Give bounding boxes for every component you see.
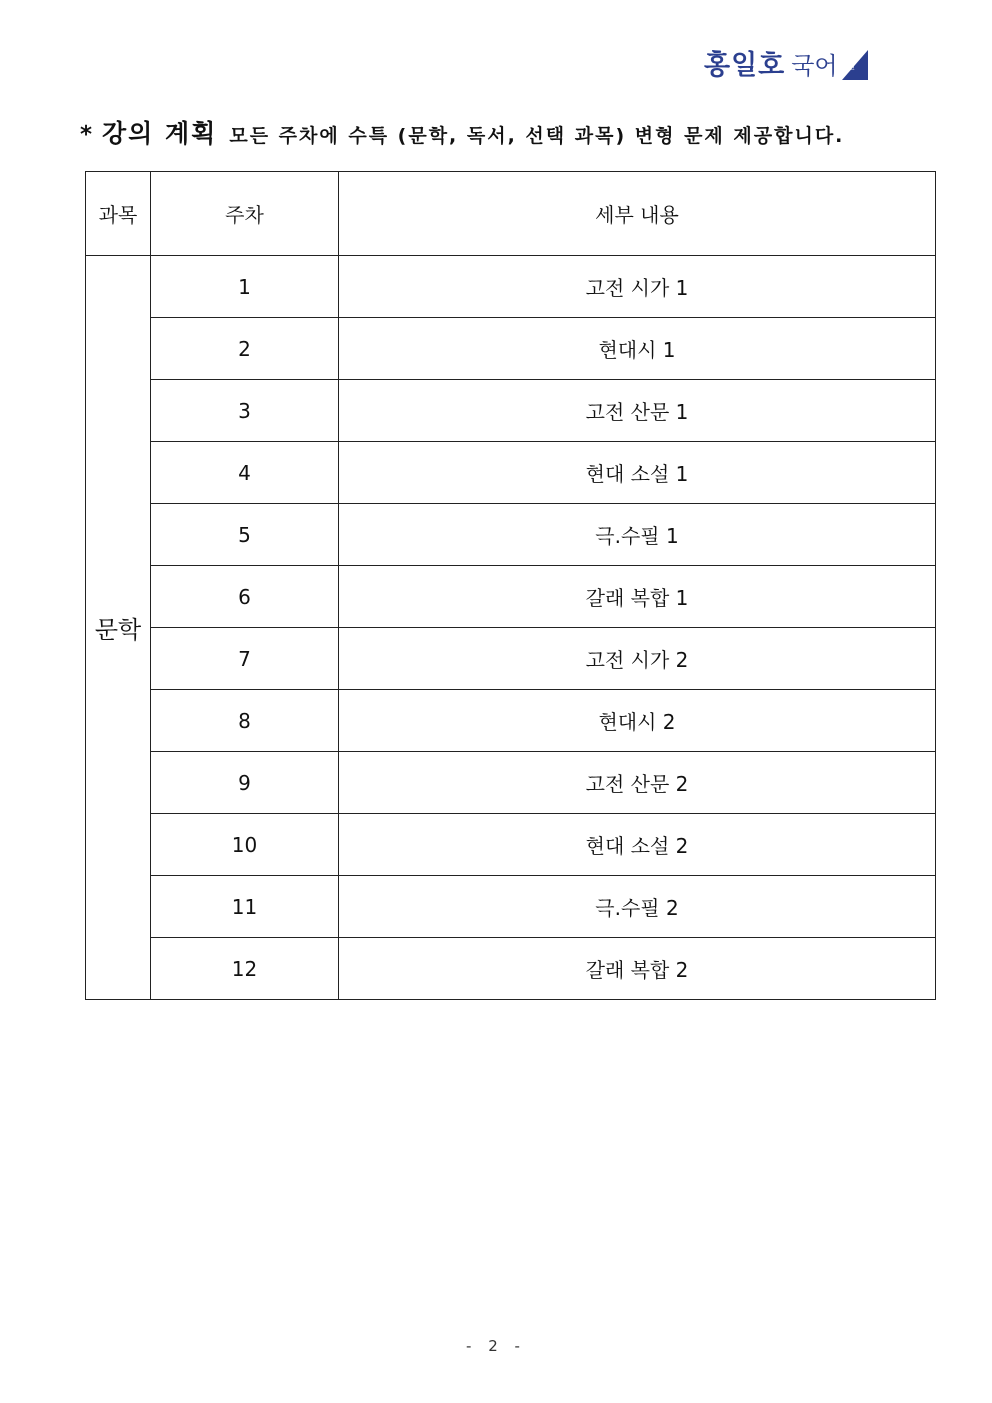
week-cell: 6 (151, 566, 339, 628)
header-subject: 과목 (86, 172, 151, 256)
table-row (86, 380, 936, 442)
logo-badge-icon (842, 50, 868, 80)
week-cell: 10 (151, 814, 339, 876)
detail-cell: 현대 소설 1 (339, 442, 936, 504)
logo-subject: 국어 (791, 52, 838, 80)
week-cell: 4 (151, 442, 339, 504)
heading-description: 모든 주차에 수특 (문학, 독서, 선택 과목) 변형 문제 제공합니다. (229, 125, 845, 147)
table-row (86, 566, 936, 628)
week-cell: 11 (151, 876, 339, 938)
detail-cell: 갈래 복합 2 (339, 938, 936, 1000)
table-row (86, 504, 936, 566)
week-cell: 3 (151, 380, 339, 442)
detail-cell: 극.수필 1 (339, 504, 936, 566)
week-cell: 2 (151, 318, 339, 380)
detail-cell: 고전 시가 2 (339, 628, 936, 690)
table-row (86, 318, 936, 380)
heading-bullet: * (80, 122, 93, 148)
page-number: - 2 - (466, 1337, 526, 1355)
detail-cell: 극.수필 2 (339, 876, 936, 938)
header-week: 주차 (151, 172, 339, 256)
subject-cell: 문학 (86, 256, 151, 1000)
logo-name: 홍일호 (704, 50, 786, 81)
detail-cell: 갈래 복합 1 (339, 566, 936, 628)
logo-badge-text: 학원 (846, 54, 856, 70)
week-cell: 5 (151, 504, 339, 566)
table-row (86, 690, 936, 752)
table-header-row (86, 172, 936, 256)
week-cell: 9 (151, 752, 339, 814)
table-row (86, 256, 936, 318)
detail-cell: 고전 산문 1 (339, 380, 936, 442)
table-row (86, 752, 936, 814)
week-cell: 12 (151, 938, 339, 1000)
heading-title: 강의 계획 (102, 119, 218, 148)
table-row (86, 814, 936, 876)
table-row (86, 442, 936, 504)
table-row (86, 876, 936, 938)
detail-cell: 현대시 2 (339, 690, 936, 752)
detail-cell: 현대 소설 2 (339, 814, 936, 876)
week-cell: 1 (151, 256, 339, 318)
table-row (86, 628, 936, 690)
detail-cell: 고전 산문 2 (339, 752, 936, 814)
week-cell: 7 (151, 628, 339, 690)
week-cell: 8 (151, 690, 339, 752)
header-detail: 세부 내용 (339, 172, 936, 256)
detail-cell: 현대시 1 (339, 318, 936, 380)
academy-logo (704, 44, 868, 84)
table-row (86, 938, 936, 1000)
detail-cell: 고전 시가 1 (339, 256, 936, 318)
section-heading (80, 114, 844, 150)
lecture-plan-table (85, 171, 936, 1000)
